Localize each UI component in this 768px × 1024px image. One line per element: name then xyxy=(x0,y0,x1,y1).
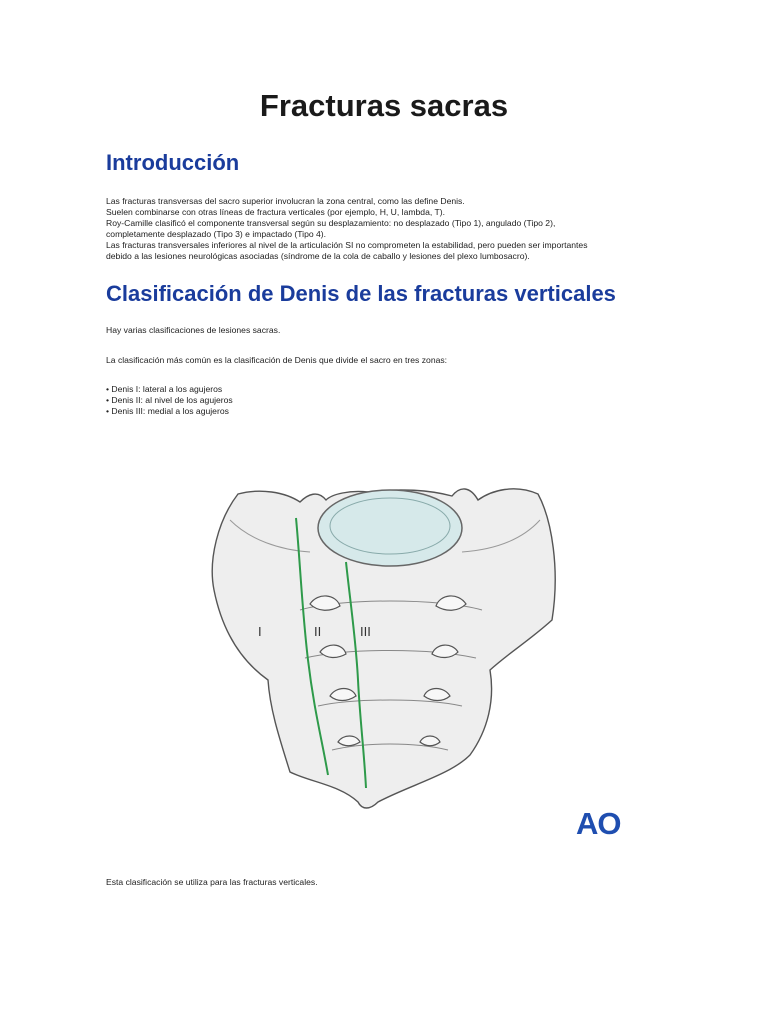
sacrum-illustration xyxy=(200,480,580,820)
denis-heading: Clasificación de Denis de las fracturas verticales xyxy=(106,281,616,306)
intro-line: Suelen combinarse con otras líneas de fractura verticales (por ejemplo, H, U, lambda, T). xyxy=(106,207,445,217)
page-title: Fracturas sacras xyxy=(259,88,509,123)
intro-line: Roy-Camille clasificó el componente transversal según su desplazamiento: no desplazado (Tipo 1), angulado (Tipo 2), xyxy=(106,218,556,228)
list-item: • Denis I: lateral a los agujeros xyxy=(106,384,223,394)
svg-text:AO: AO xyxy=(576,806,621,838)
denis-zones-text: La clasificación más común es la clasificación de Denis que divide el sacro en tres zonas: xyxy=(106,355,448,365)
intro-heading: Introducción xyxy=(106,150,240,175)
list-item: • Denis III: medial a los agujeros xyxy=(106,406,229,416)
intro-line: debido a las lesiones neurológicas asociadas (síndrome de la cola de caballo y lesiones del plexo lumbosacro). xyxy=(106,251,530,261)
intro-line: Las fracturas transversas del sacro superior involucran la zona central, como las define Denis. xyxy=(106,196,465,206)
intro-paragraph xyxy=(106,196,666,262)
zone-label-i: I xyxy=(258,624,262,639)
intro-line: completamente desplazado (Tipo 3) e impactado (Tipo 4). xyxy=(106,229,327,239)
foramen-right-4 xyxy=(420,736,440,746)
s1-endplate-disc xyxy=(318,490,462,566)
ao-logo xyxy=(576,806,630,838)
intro-line: Las fracturas transversales inferiores al nivel de la articulación SI no comprometen la estabilidad, pero pueden ser importantes xyxy=(106,240,588,250)
zone-label-iii: III xyxy=(360,624,371,639)
denis-zone-list xyxy=(106,384,666,417)
denis-intro-text: Hay varias clasificaciones de lesiones sacras. xyxy=(106,325,281,335)
footer-text: Esta clasificación se utiliza para las fracturas verticales. xyxy=(106,877,318,887)
list-item: • Denis II: al nivel de los agujeros xyxy=(106,395,233,405)
zone-label-ii: II xyxy=(314,624,322,639)
